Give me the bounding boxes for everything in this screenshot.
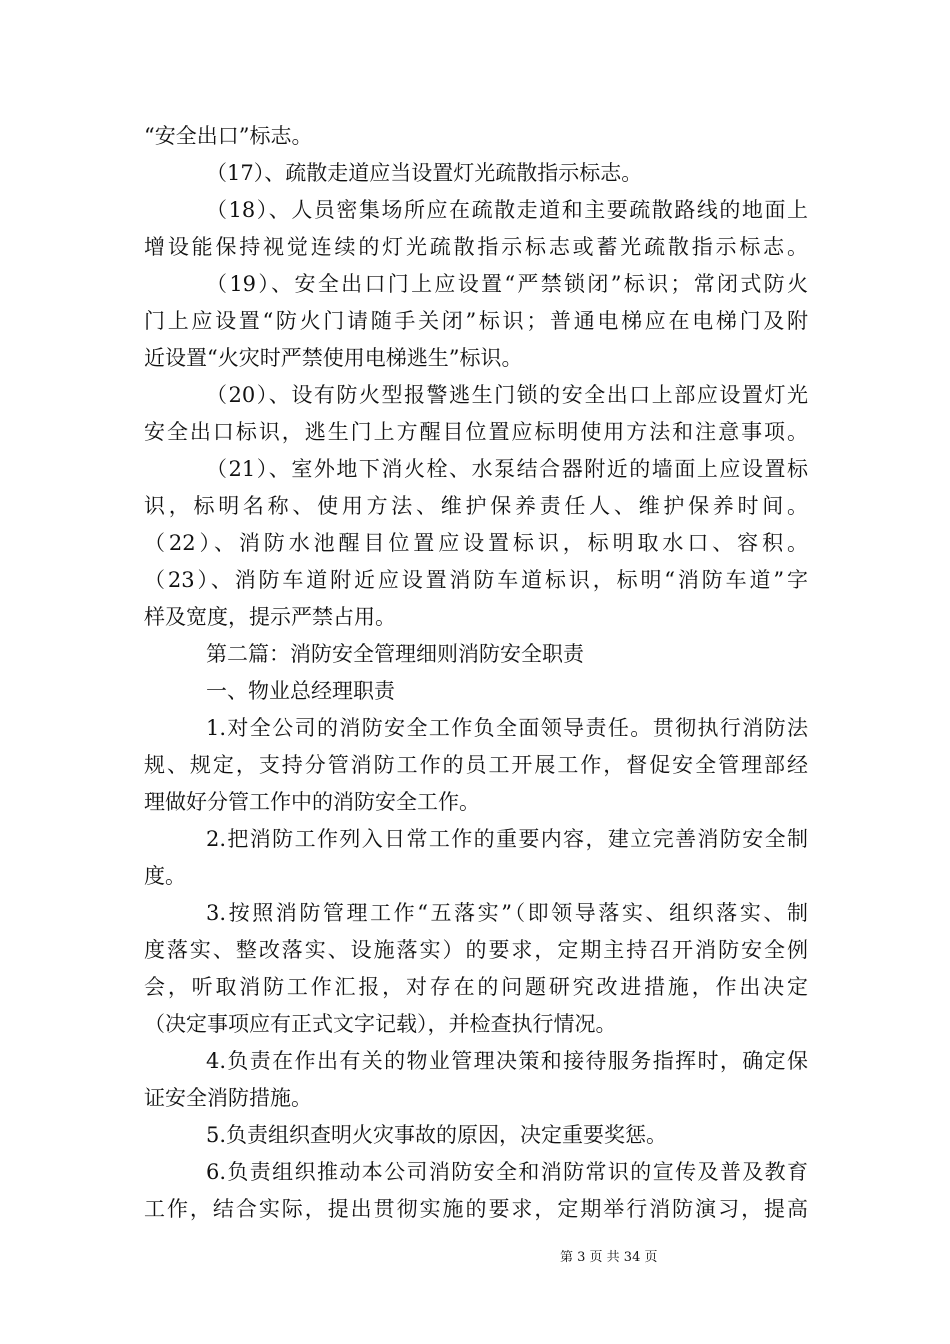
text-line: 证安全消防措施。	[144, 1086, 312, 1110]
text-line: （21）、室外地下消火栓、水泵结合器附近的墙面上应设置标	[206, 457, 808, 481]
text-line: （18）、人员密集场所应在疏散走道和主要疏散路线的地面上	[206, 198, 808, 222]
text-line: 5.负责组织查明火灾事故的原因，决定重要奖惩。	[206, 1123, 668, 1147]
text-line: （23）、消防车道附近应设置消防车道标识，标明“消防车道”字	[144, 568, 808, 592]
text-line: 6.负责组织推动本公司消防安全和消防常识的宣传及普及教育	[206, 1160, 808, 1184]
text-line: 增设能保持视觉连续的灯光疏散指示标志或蓄光疏散指示标志。	[144, 235, 808, 259]
text-line: 度落实、整改落实、设施落实）的要求，定期主持召开消防安全例	[144, 938, 808, 962]
text-line: （20）、设有防火型报警逃生门锁的安全出口上部应设置灯光	[206, 383, 808, 407]
text-line: 2.把消防工作列入日常工作的重要内容，建立完善消防安全制	[206, 827, 808, 851]
section-heading: 第二篇：消防安全管理细则消防安全职责	[206, 642, 584, 666]
text-line: 识，标明名称、使用方法、维护保养责任人、维护保养时间。	[144, 494, 808, 518]
text-line: 规、规定，支持分管消防工作的员工开展工作，督促安全管理部经	[144, 753, 808, 777]
text-line: 安全出口标识，逃生门上方醒目位置应标明使用方法和注意事项。	[144, 420, 808, 444]
text-line: 门上应设置“防火门请随手关闭”标识；普通电梯应在电梯门及附	[144, 309, 808, 333]
text-line: 理做好分管工作中的消防安全工作。	[144, 790, 480, 814]
text-line: （19）、安全出口门上应设置“严禁锁闭”标识；常闭式防火	[206, 272, 808, 296]
subsection-heading: 一、物业总经理职责	[206, 679, 395, 703]
document-body	[144, 118, 808, 1228]
text-line: 度。	[144, 864, 186, 888]
text-line: （决定事项应有正式文字记载），并检查执行情况。	[144, 1012, 617, 1036]
page-number: 第 3 页 共 34 页	[560, 1250, 658, 1265]
text-line: 近设置“火灾时严禁使用电梯逃生”标识。	[144, 346, 523, 370]
text-line: 样及宽度，提示严禁占用。	[144, 605, 396, 629]
text-line: 工作，结合实际，提出贯彻实施的要求，定期举行消防演习，提高	[144, 1197, 808, 1221]
text-line: （22）、消防水池醒目位置应设置标识，标明取水口、容积。	[144, 531, 808, 555]
text-line: 4.负责在作出有关的物业管理决策和接待服务指挥时，确定保	[206, 1049, 808, 1073]
text-line: （17）、疏散走道应当设置灯光疏散指示标志。	[206, 161, 643, 185]
text-line: “安全出口”标志。	[144, 124, 313, 148]
text-line: 3.按照消防管理工作“五落实”（即领导落实、组织落实、制	[206, 901, 808, 925]
text-line: 会，听取消防工作汇报，对存在的问题研究改进措施，作出决定	[144, 975, 808, 999]
text-line: 1.对全公司的消防安全工作负全面领导责任。贯彻执行消防法	[206, 716, 808, 740]
